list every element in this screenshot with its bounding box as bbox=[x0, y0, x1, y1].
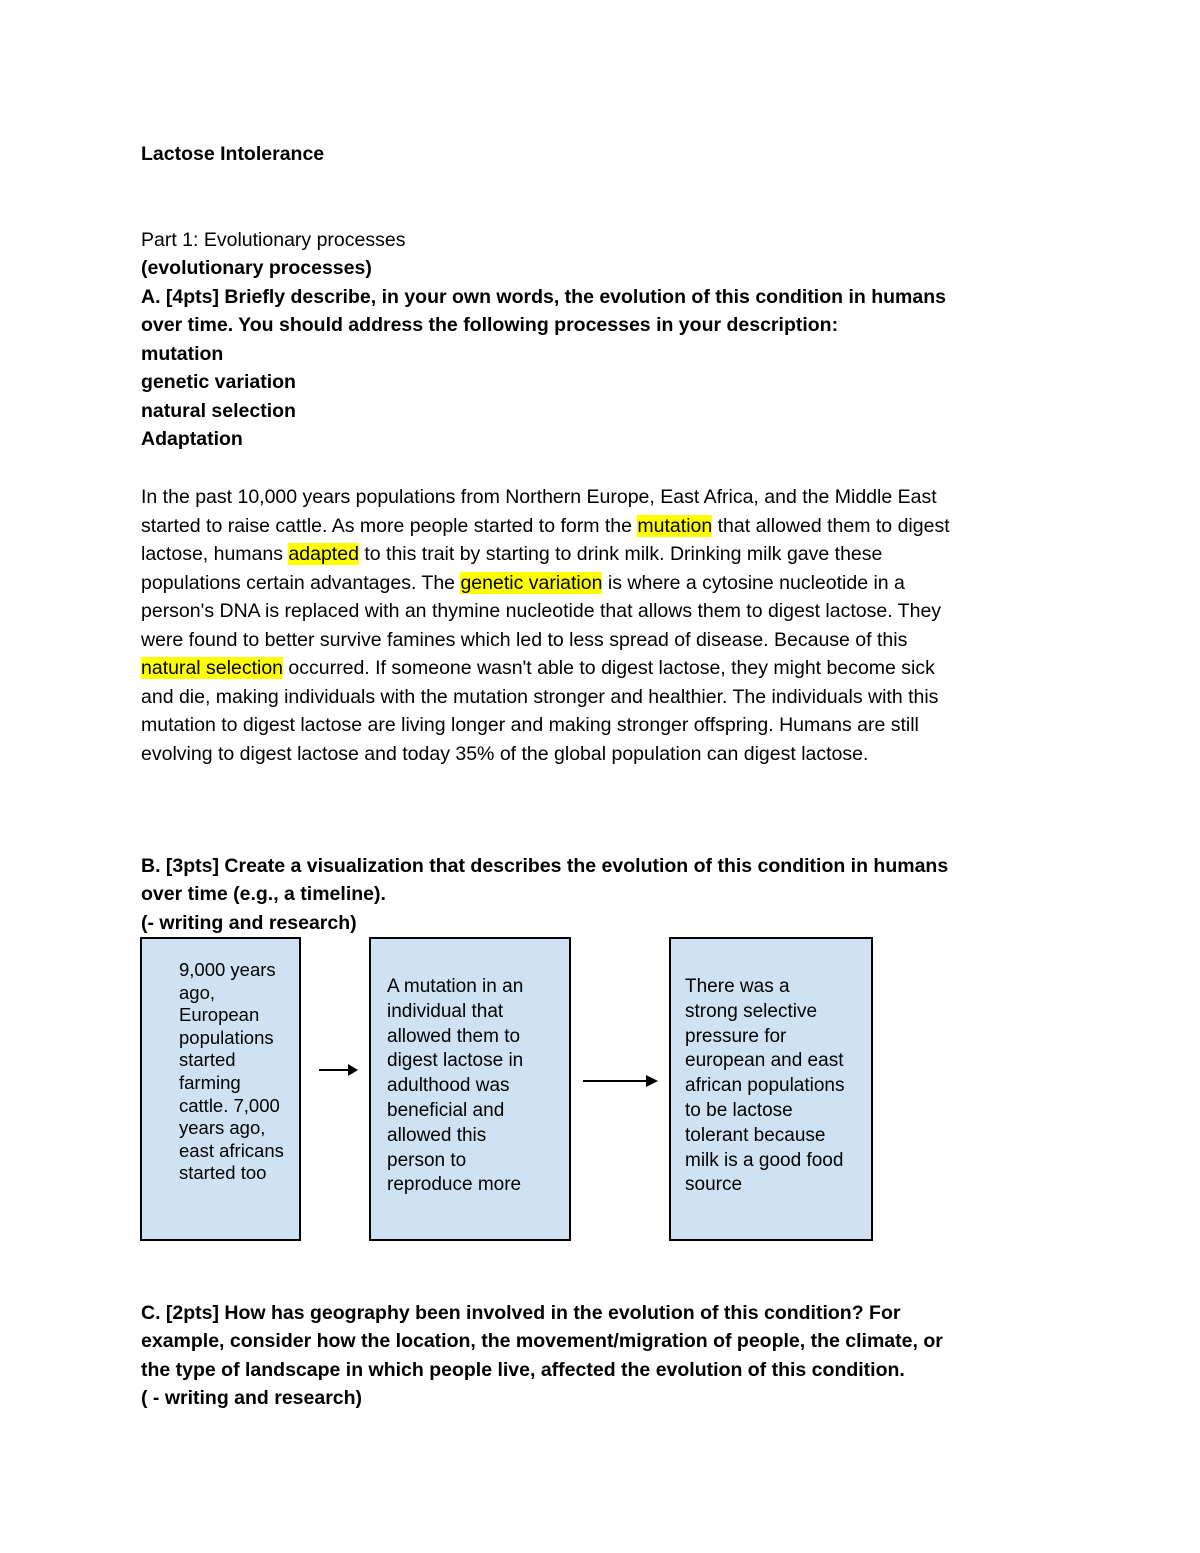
question-b-line-1: B. [3pts] Create a visualization that describes the evolution of this condition in humans bbox=[141, 855, 949, 877]
box-text: strong selective bbox=[685, 1000, 818, 1022]
box-text: ago, bbox=[179, 981, 216, 1003]
answer-line bbox=[141, 540, 1051, 569]
question-b-line-2: over time (e.g., a timeline). bbox=[141, 883, 386, 905]
answer-line bbox=[141, 512, 1051, 541]
answer-line bbox=[141, 654, 1051, 683]
box-text: years ago, bbox=[179, 1117, 266, 1139]
box-text: to be lactose bbox=[685, 1099, 793, 1121]
answer-line bbox=[141, 683, 1051, 712]
answer-line bbox=[141, 626, 1051, 655]
answer-text: that allowed them to digest bbox=[712, 514, 950, 537]
answer-text: lactose, humans bbox=[141, 543, 289, 565]
process-item: Adaptation bbox=[141, 428, 243, 450]
answer-text: In the past 10,000 years populations from Northern Europe, East Africa, and the Middle East bbox=[141, 486, 937, 508]
box-text: A mutation in an bbox=[387, 976, 524, 997]
highlight-natural-selection: natural selection bbox=[141, 657, 284, 679]
box-text: milk is a good food bbox=[685, 1149, 844, 1171]
answer-line bbox=[141, 483, 1051, 512]
box-text: east africans bbox=[179, 1139, 284, 1161]
answer-text: were found to better survive famines which led to less spread of disease. Because of this bbox=[141, 628, 908, 651]
answer-text: and die, making individuals with the mutation stronger and healthier. The individuals with this bbox=[141, 685, 939, 708]
question-c-line-3: the type of landscape in which people live, affected the evolution of this condition. bbox=[141, 1359, 905, 1381]
answer-text: occurred. If someone wasn't able to digest lactose, they might become sick bbox=[283, 657, 935, 679]
process-item: mutation bbox=[141, 343, 224, 365]
box-text: started bbox=[179, 1049, 236, 1071]
box-text: 9,000 years bbox=[179, 959, 276, 980]
answer-text: started to raise cattle. As more people started to form the bbox=[141, 514, 638, 537]
box-text: individual that bbox=[387, 1000, 504, 1022]
box-text: person to bbox=[387, 1149, 467, 1171]
timeline-box-3 bbox=[669, 937, 873, 1241]
box-text: allowed them to bbox=[387, 1025, 521, 1047]
question-c-line-4: ( - writing and research) bbox=[141, 1387, 363, 1409]
highlight-adapted: adapted bbox=[288, 543, 359, 565]
box-text: European bbox=[179, 1004, 260, 1026]
box-text: european and east bbox=[685, 1050, 844, 1072]
box-text: farming bbox=[179, 1071, 241, 1093]
answer-text: mutation to digest lactose are living longer and making stronger offspring. Humans are still bbox=[141, 714, 919, 736]
answer-a-paragraph bbox=[141, 483, 1051, 768]
question-a-line-1: A. [4pts] Briefly describe, in your own words, the evolution of this condition in humans bbox=[141, 286, 946, 308]
box-text: allowed this bbox=[387, 1124, 487, 1146]
process-item: natural selection bbox=[141, 400, 296, 422]
box-text: There was a bbox=[685, 976, 790, 997]
answer-text: evolving to digest lactose and today 35% of the global population can digest lactose. bbox=[141, 742, 869, 765]
highlight-genetic-variation: genetic variation bbox=[460, 571, 603, 594]
process-item: genetic variation bbox=[141, 371, 296, 393]
arrow-right-icon bbox=[582, 1071, 660, 1091]
box-text: started too bbox=[179, 1162, 267, 1184]
box-text: source bbox=[685, 1174, 743, 1196]
part-subheading: (evolutionary processes) bbox=[141, 257, 372, 279]
answer-line bbox=[141, 597, 1051, 626]
box-text: cattle. 7,000 bbox=[179, 1094, 280, 1116]
box-text: reproduce more bbox=[387, 1174, 522, 1196]
box-text: tolerant because bbox=[685, 1124, 826, 1146]
box-text: african populations bbox=[685, 1075, 845, 1097]
question-a-line-2: over time. You should address the following processes in your description: bbox=[141, 314, 839, 336]
box-text: populations bbox=[179, 1026, 274, 1048]
answer-text: to this trait by starting to drink milk. Drinking milk gave these bbox=[358, 543, 883, 565]
box-text: beneficial and bbox=[387, 1099, 505, 1121]
answer-text: is where a cytosine nucleotide in a bbox=[602, 571, 905, 594]
timeline-box-2 bbox=[369, 937, 571, 1241]
box-text: pressure for bbox=[685, 1025, 787, 1047]
document-title: Lactose Intolerance bbox=[141, 143, 325, 165]
highlight-mutation: mutation bbox=[637, 514, 713, 537]
answer-text: person's DNA is replaced with an thymine nucleotide that allows them to digest lactose. They bbox=[141, 600, 942, 622]
question-c-line-2: example, consider how the location, the movement/migration of people, the climate, or bbox=[141, 1330, 943, 1352]
answer-line bbox=[141, 740, 1051, 769]
arrow-right-icon bbox=[318, 1060, 360, 1080]
question-b-line-3: (- writing and research) bbox=[141, 912, 357, 934]
box-text: adulthood was bbox=[387, 1075, 510, 1097]
box-text: digest lactose in bbox=[387, 1050, 524, 1072]
part-heading: Part 1: Evolutionary processes bbox=[141, 229, 406, 251]
answer-line bbox=[141, 569, 1051, 598]
timeline-box-1 bbox=[140, 937, 301, 1241]
answer-line bbox=[141, 711, 1051, 740]
answer-text: populations certain advantages. The bbox=[141, 571, 461, 594]
question-c-line-1: C. [2pts] How has geography been involved in the evolution of this condition? For bbox=[141, 1302, 901, 1324]
